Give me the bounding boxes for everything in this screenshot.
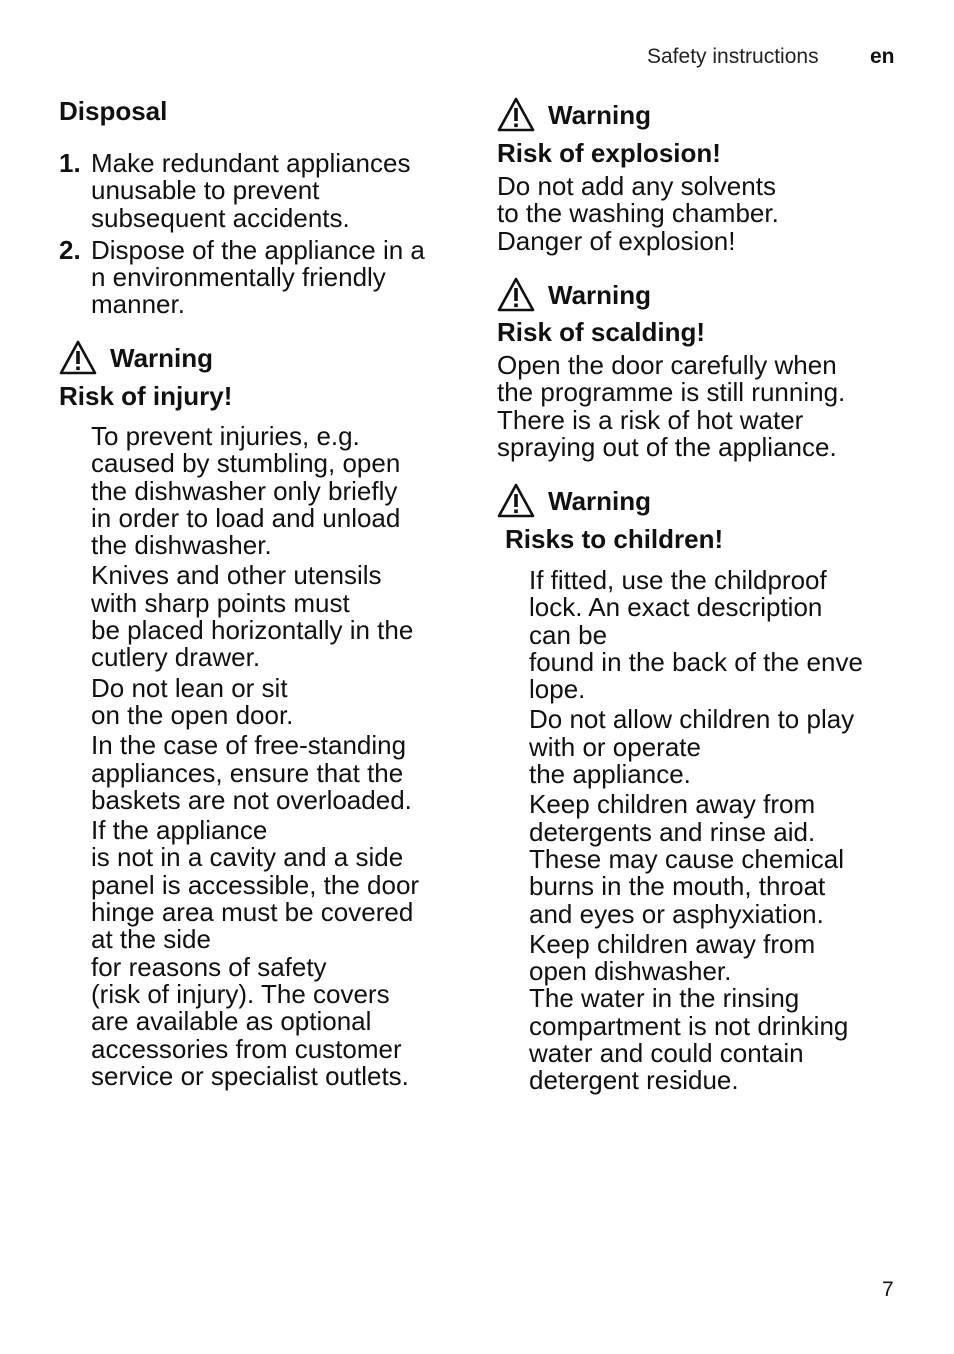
text-line: water and could contain	[529, 1038, 804, 1069]
text-line: Do not lean or sit	[91, 672, 288, 703]
header-section-title: Safety instructions	[647, 45, 819, 68]
paragraph	[91, 732, 471, 814]
step-number: 1.	[59, 148, 81, 178]
text-line: to the washing chamber.	[497, 198, 779, 229]
page-number: 7	[882, 1278, 894, 1301]
header-language: en	[870, 45, 895, 68]
step-line: subsequent accidents.	[91, 202, 350, 233]
warning-scalding-body	[497, 352, 917, 461]
warning-triangle-icon	[497, 97, 535, 133]
warning-label: Warning	[548, 279, 652, 310]
text-line: Do not add any solvents	[497, 171, 776, 201]
text-line: at the side	[91, 924, 211, 955]
text-line: Danger of explosion!	[497, 225, 736, 256]
text-line: and eyes or asphyxiation.	[529, 898, 824, 929]
warning-scalding-header	[497, 277, 651, 313]
text-line: be placed horizontally in the	[91, 615, 414, 646]
text-line: in order to load and unload	[91, 502, 401, 533]
warning-label: Warning	[548, 485, 652, 516]
step-number: 2.	[59, 234, 81, 265]
text-line: on the open door.	[91, 699, 294, 730]
risk-scalding-title: Risk of scalding!	[497, 317, 706, 347]
step-line: Make redundant appliances	[91, 148, 411, 178]
text-line: Knives and other utensils	[91, 560, 382, 591]
text-line: accessories from customer	[91, 1033, 402, 1064]
text-line: cutlery drawer.	[91, 642, 261, 673]
text-line: the dishwasher only briefly	[91, 475, 398, 506]
warning-triangle-icon	[497, 277, 535, 313]
text-line: hinge area must be covered	[91, 897, 414, 928]
text-line: with sharp points must	[91, 587, 350, 618]
warning-injury-header	[59, 340, 213, 376]
warning-triangle-icon	[497, 483, 535, 519]
step-line: unusable to prevent	[91, 175, 320, 206]
text-line: open dishwasher.	[529, 956, 732, 987]
paragraph	[529, 706, 929, 788]
risk-explosion-title: Risk of explosion!	[497, 138, 721, 168]
text-line: lock. An exact description	[529, 592, 823, 623]
disposal-steps	[59, 150, 469, 324]
text-line: These may cause chemical	[529, 843, 845, 874]
warning-label: Warning	[110, 342, 214, 373]
text-line: If the appliance	[91, 815, 268, 846]
text-line: baskets are not overloaded.	[91, 784, 412, 815]
text-line: burns in the mouth, throat	[529, 871, 826, 902]
paragraph	[529, 928, 929, 1096]
text-line: with or operate	[529, 731, 701, 762]
paragraph	[91, 423, 471, 559]
text-line: If fitted, use the childproof	[529, 565, 827, 595]
text-line: can be	[529, 619, 608, 650]
text-line: The water in the rinsing	[529, 983, 800, 1014]
step-line: Dispose of the appliance in a	[91, 234, 425, 265]
text-line: lope.	[529, 674, 586, 705]
text-line: appliances, ensure that the	[91, 757, 404, 788]
text-line: Open the door carefully when	[497, 350, 837, 380]
text-line: In the case of free-standing	[91, 730, 407, 761]
paragraph	[91, 817, 471, 1090]
warning-children-header	[497, 483, 651, 519]
paragraph	[529, 791, 929, 927]
text-line: is not in a cavity and a side	[91, 842, 404, 873]
warning-injury-body	[91, 423, 471, 1093]
paragraph	[91, 562, 471, 671]
paragraph	[91, 672, 471, 730]
disposal-title: Disposal	[59, 96, 168, 126]
text-line: To prevent injuries, e.g.	[91, 421, 360, 451]
text-line: compartment is not drinking	[529, 1010, 849, 1041]
disposal-step-2	[59, 234, 469, 320]
warning-explosion-header	[497, 97, 651, 133]
text-line: service or specialist outlets.	[91, 1060, 409, 1091]
text-line: panel is accessible, the door	[91, 869, 420, 900]
disposal-step-1	[59, 150, 469, 232]
step-line: manner.	[91, 289, 185, 320]
paragraph	[529, 567, 929, 703]
text-line: detergent residue.	[529, 1065, 739, 1096]
text-line: spraying out of the appliance.	[497, 431, 837, 462]
text-line: the programme is still running.	[497, 377, 846, 408]
text-line: the appliance.	[529, 759, 691, 790]
risk-injury-title: Risk of injury!	[59, 381, 233, 411]
warning-children-body	[529, 567, 929, 1098]
text-line: caused by stumbling, open	[91, 448, 401, 479]
warning-label: Warning	[548, 99, 652, 130]
text-line: (risk of injury). The covers	[91, 978, 390, 1009]
text-line: Do not allow children to play	[529, 704, 855, 735]
risk-children-title: Risks to children!	[505, 524, 724, 554]
text-line: for reasons of safety	[91, 951, 327, 982]
text-line: found in the back of the enve	[529, 646, 863, 677]
text-line: There is a risk of hot water	[497, 404, 804, 435]
warning-explosion-body	[497, 173, 917, 255]
text-line: Keep children away from	[529, 789, 816, 820]
text-line: detergents and rinse aid.	[529, 816, 816, 847]
step-line: n environmentally friendly	[91, 262, 386, 293]
text-line: Keep children away from	[529, 928, 816, 959]
text-line: the dishwasher.	[91, 530, 272, 561]
warning-triangle-icon	[59, 340, 97, 376]
text-line: are available as optional	[91, 1006, 372, 1037]
